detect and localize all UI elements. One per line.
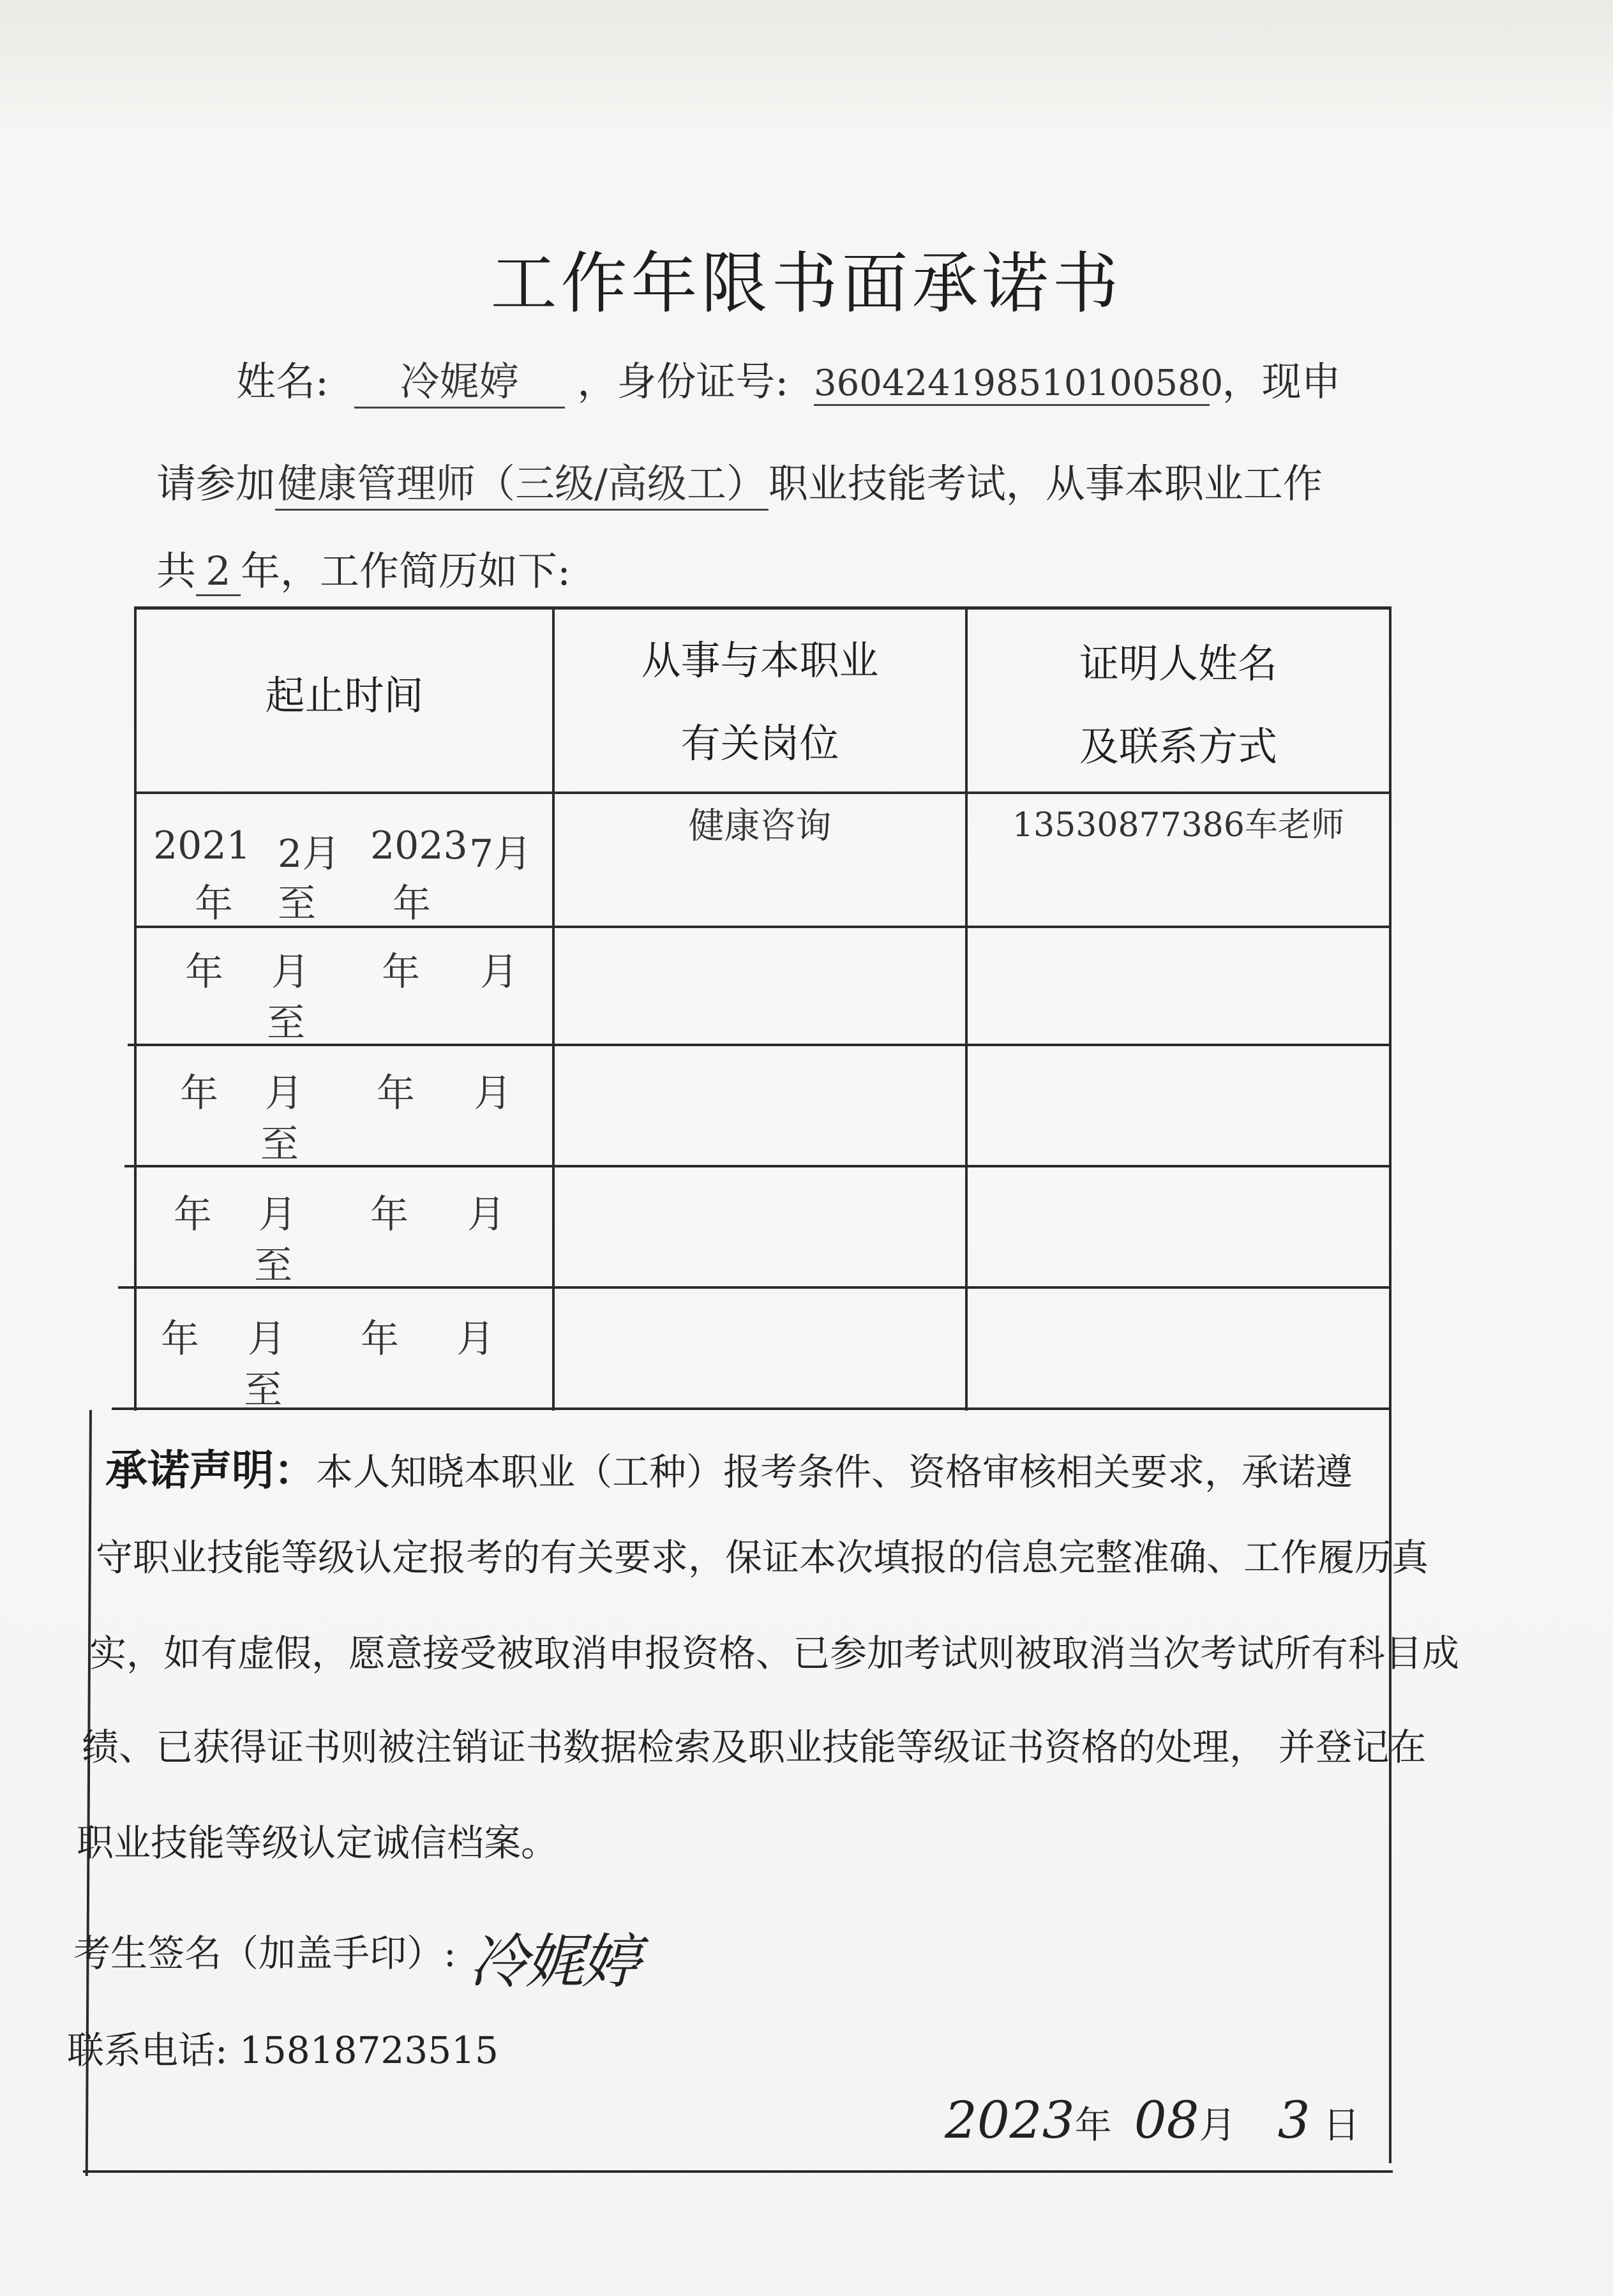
year-unit: 年 [382, 950, 420, 994]
month-unit: 月 [474, 1071, 512, 1116]
date-row [945, 2090, 1360, 2150]
month-unit: 月 [271, 950, 310, 994]
occupation-value: 健康管理师（三级/高级工） [275, 452, 769, 511]
position-cell: 健康咨询 [688, 806, 832, 847]
date-year-unit: 年 [1074, 2103, 1112, 2147]
header-witness-line2: 及联系方式 [1079, 723, 1277, 770]
declaration-line-1 [105, 1436, 1353, 1497]
name-value: 冷娓婷 [354, 350, 565, 409]
end-year-unit: 年 [393, 882, 431, 926]
intro-line3-prefix: 共 [156, 548, 197, 594]
to-label: 至 [278, 882, 316, 926]
year-unit: 年 [377, 1071, 415, 1116]
declaration-line-4: 绩、已获得证书则被注销证书数据检索及职业技能等级证书资格的处理， 并登记在 [82, 1725, 1427, 1769]
id-number-value: 360424198510100580 [814, 363, 1210, 406]
end-month: 7月 [469, 832, 532, 876]
year-unit: 年 [185, 950, 223, 994]
declaration-text: 本人知晓本职业（工种）报考条件、资格审核相关要求，承诺遵 [316, 1450, 1353, 1494]
year-unit: 年 [370, 1192, 409, 1237]
declaration-line-2: 守职业技能等级认定报考的有关要求，保证本次填报的信息完整准确、工作履历真 [96, 1536, 1429, 1579]
date-month-unit: 月 [1199, 2103, 1236, 2147]
end-year: 2023 [370, 823, 468, 868]
header-witness-line1: 证明人姓名 [1079, 640, 1277, 687]
month-unit: 月 [480, 950, 518, 994]
to-label: 至 [260, 1122, 299, 1167]
to-label: 至 [244, 1368, 282, 1413]
document-title: 工作年限书面承诺书 [490, 244, 1123, 322]
month-unit: 月 [259, 1192, 297, 1237]
header-position-line1: 从事与本职业 [641, 637, 879, 684]
intro-line2-prefix: 请参加 [156, 460, 276, 507]
name-label: 姓名: [236, 358, 329, 405]
start-month: 2月 [278, 832, 341, 876]
contact-row [67, 2020, 499, 2074]
start-year: 2021 [153, 823, 251, 868]
month-unit: 月 [456, 1317, 495, 1362]
intro-line2-suffix: 职业技能考试，从事本职业工作 [768, 460, 1323, 507]
year-unit: 年 [161, 1317, 199, 1362]
signature-handwritten: 冷娓婷 [469, 1928, 638, 1996]
contact-label: 联系电话: [67, 2029, 228, 2072]
signature-label: 考生签名（加盖手印）: [73, 1932, 456, 1975]
date-day-unit: 日 [1323, 2103, 1360, 2147]
date-month: 08 [1134, 2090, 1199, 2150]
contact-phone: 15818723515 [239, 2029, 499, 2072]
intro-line-2 [156, 452, 1323, 511]
witness-cell: 13530877386车老师 [1012, 806, 1344, 844]
declaration-line-3: 实，如有虚假，愿意接受被取消申报资格、已参加考试则被取消当次考试所有科目成 [89, 1632, 1460, 1675]
to-label: 至 [254, 1243, 292, 1288]
declaration-line-5: 职业技能等级认定诚信档案。 [77, 1821, 559, 1865]
years-value: 2 [196, 548, 241, 596]
to-label: 至 [267, 1001, 305, 1046]
month-unit: 月 [248, 1317, 286, 1362]
intro-line1-tail: ，现申 [1222, 358, 1341, 405]
month-unit: 月 [265, 1071, 303, 1116]
month-unit: 月 [467, 1192, 506, 1237]
intro-line-1 [236, 350, 1341, 409]
intro-line-3 [156, 539, 571, 596]
year-unit: 年 [361, 1317, 399, 1362]
start-year-unit: 年 [195, 882, 233, 926]
header-position-line2: 有关岗位 [680, 720, 839, 767]
year-unit: 年 [174, 1192, 212, 1237]
header-period: 起止时间 [265, 672, 424, 719]
date-day: 3 [1277, 2090, 1310, 2150]
intro-line3-suffix: 年，工作简历如下: [241, 548, 571, 594]
year-unit: 年 [180, 1071, 218, 1116]
declaration-heading: 承诺声明： [105, 1446, 316, 1495]
date-year: 2023 [945, 2090, 1075, 2150]
id-label: ，身份证号: [577, 358, 789, 405]
